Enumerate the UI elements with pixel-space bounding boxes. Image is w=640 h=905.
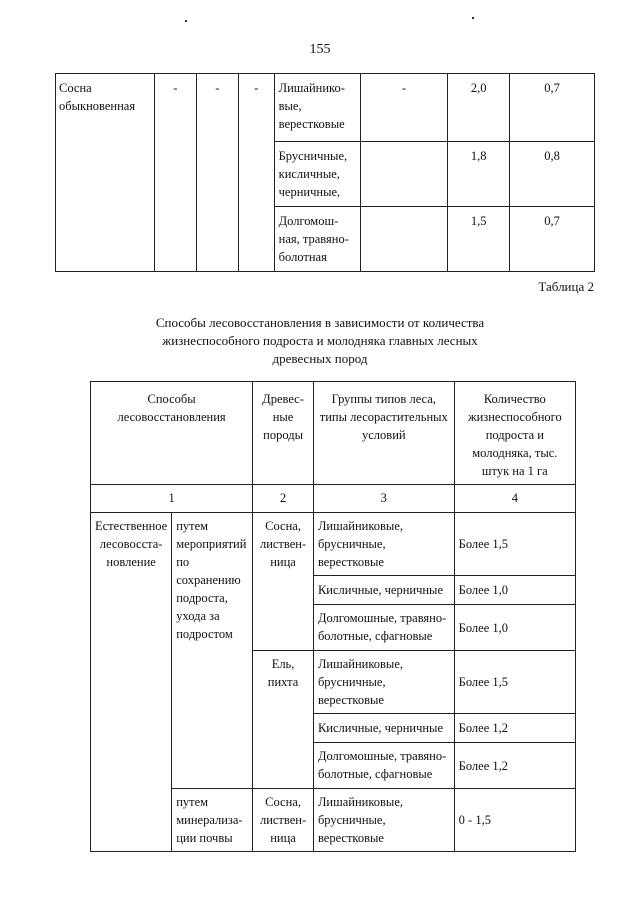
empty-cell [360, 207, 448, 272]
header-methods: Способы лесовосстановления [91, 382, 253, 485]
amount-cell: Более 1,5 [454, 651, 575, 714]
species-cell: Сосна, листвен-ница [253, 513, 314, 651]
column-number: 1 [91, 485, 253, 513]
value-cell: 2,0 [448, 74, 510, 142]
scan-speck [185, 20, 187, 22]
submethod-preservation: путем мероприятий по сохранению подроста, ухода за подростом [172, 513, 253, 789]
empty-cell [360, 142, 448, 207]
forest-group-cell: Лишайниковые, брусничные, верестковые [313, 789, 454, 852]
amount-cell: Более 1,0 [454, 605, 575, 651]
value-cell: 0,7 [510, 207, 595, 272]
table-title: Способы лесовосстановления в зависимости от количества жизнеспособного подроста и молодняка главных лесных древесных пород [155, 315, 485, 366]
continued-table [55, 73, 595, 272]
header-groups: Группы типов леса, типы лесорастительных условий [313, 382, 454, 485]
scan-speck [472, 17, 474, 19]
forest-group-cell: Лишайниковые, брусничные, верестковые [313, 513, 454, 576]
amount-cell: 0 - 1,5 [454, 789, 575, 852]
species-cell: Ель, пихта [253, 651, 314, 789]
dash-cell: - [238, 74, 274, 272]
forest-group-cell: Долгомошные, травяно-болотные, сфагновые [313, 605, 454, 651]
amount-cell: Более 1,2 [454, 743, 575, 789]
submethod-mineralization: путем минерализа-ции почвы [172, 789, 253, 852]
dash-cell: - [154, 74, 196, 272]
value-cell: 0,8 [510, 142, 595, 207]
header-amount: Количество жизнеспособного подроста и молодняка, тыс. штук на 1 га [454, 382, 575, 485]
amount-cell: Более 1,0 [454, 576, 575, 605]
column-number: 2 [253, 485, 314, 513]
value-cell: 1,5 [448, 207, 510, 272]
species-cell: Сосна, листвен-ница [253, 789, 314, 852]
amount-cell: Более 1,2 [454, 714, 575, 743]
reforestation-table [90, 381, 576, 852]
species-cell: Сосна обыкновенная [56, 74, 155, 272]
header-species: Древес-ные породы [253, 382, 314, 485]
forest-group-cell: Лишайниковые, брусничные, верестковые [313, 651, 454, 714]
table-caption: Таблица 2 [538, 279, 594, 294]
amount-cell: Более 1,5 [454, 513, 575, 576]
forest-group-cell: Брусничные, кисличные, черничные, [274, 142, 360, 207]
forest-group-cell: Кисличные, черничные [313, 714, 454, 743]
dash-cell: - [196, 74, 238, 272]
dash-cell: - [360, 74, 448, 142]
page-number: 155 [309, 42, 331, 57]
column-number: 4 [454, 485, 575, 513]
forest-group-cell: Лишайнико-вые, верестковые [274, 74, 360, 142]
column-number: 3 [313, 485, 454, 513]
method-natural: Естественное лесовосста-новление [91, 513, 172, 852]
forest-group-cell: Кисличные, черничные [313, 576, 454, 605]
value-cell: 0,7 [510, 74, 595, 142]
forest-group-cell: Долгомошные, травяно-болотные, сфагновые [313, 743, 454, 789]
forest-group-cell: Долгомош-ная, травяно-болотная [274, 207, 360, 272]
value-cell: 1,8 [448, 142, 510, 207]
